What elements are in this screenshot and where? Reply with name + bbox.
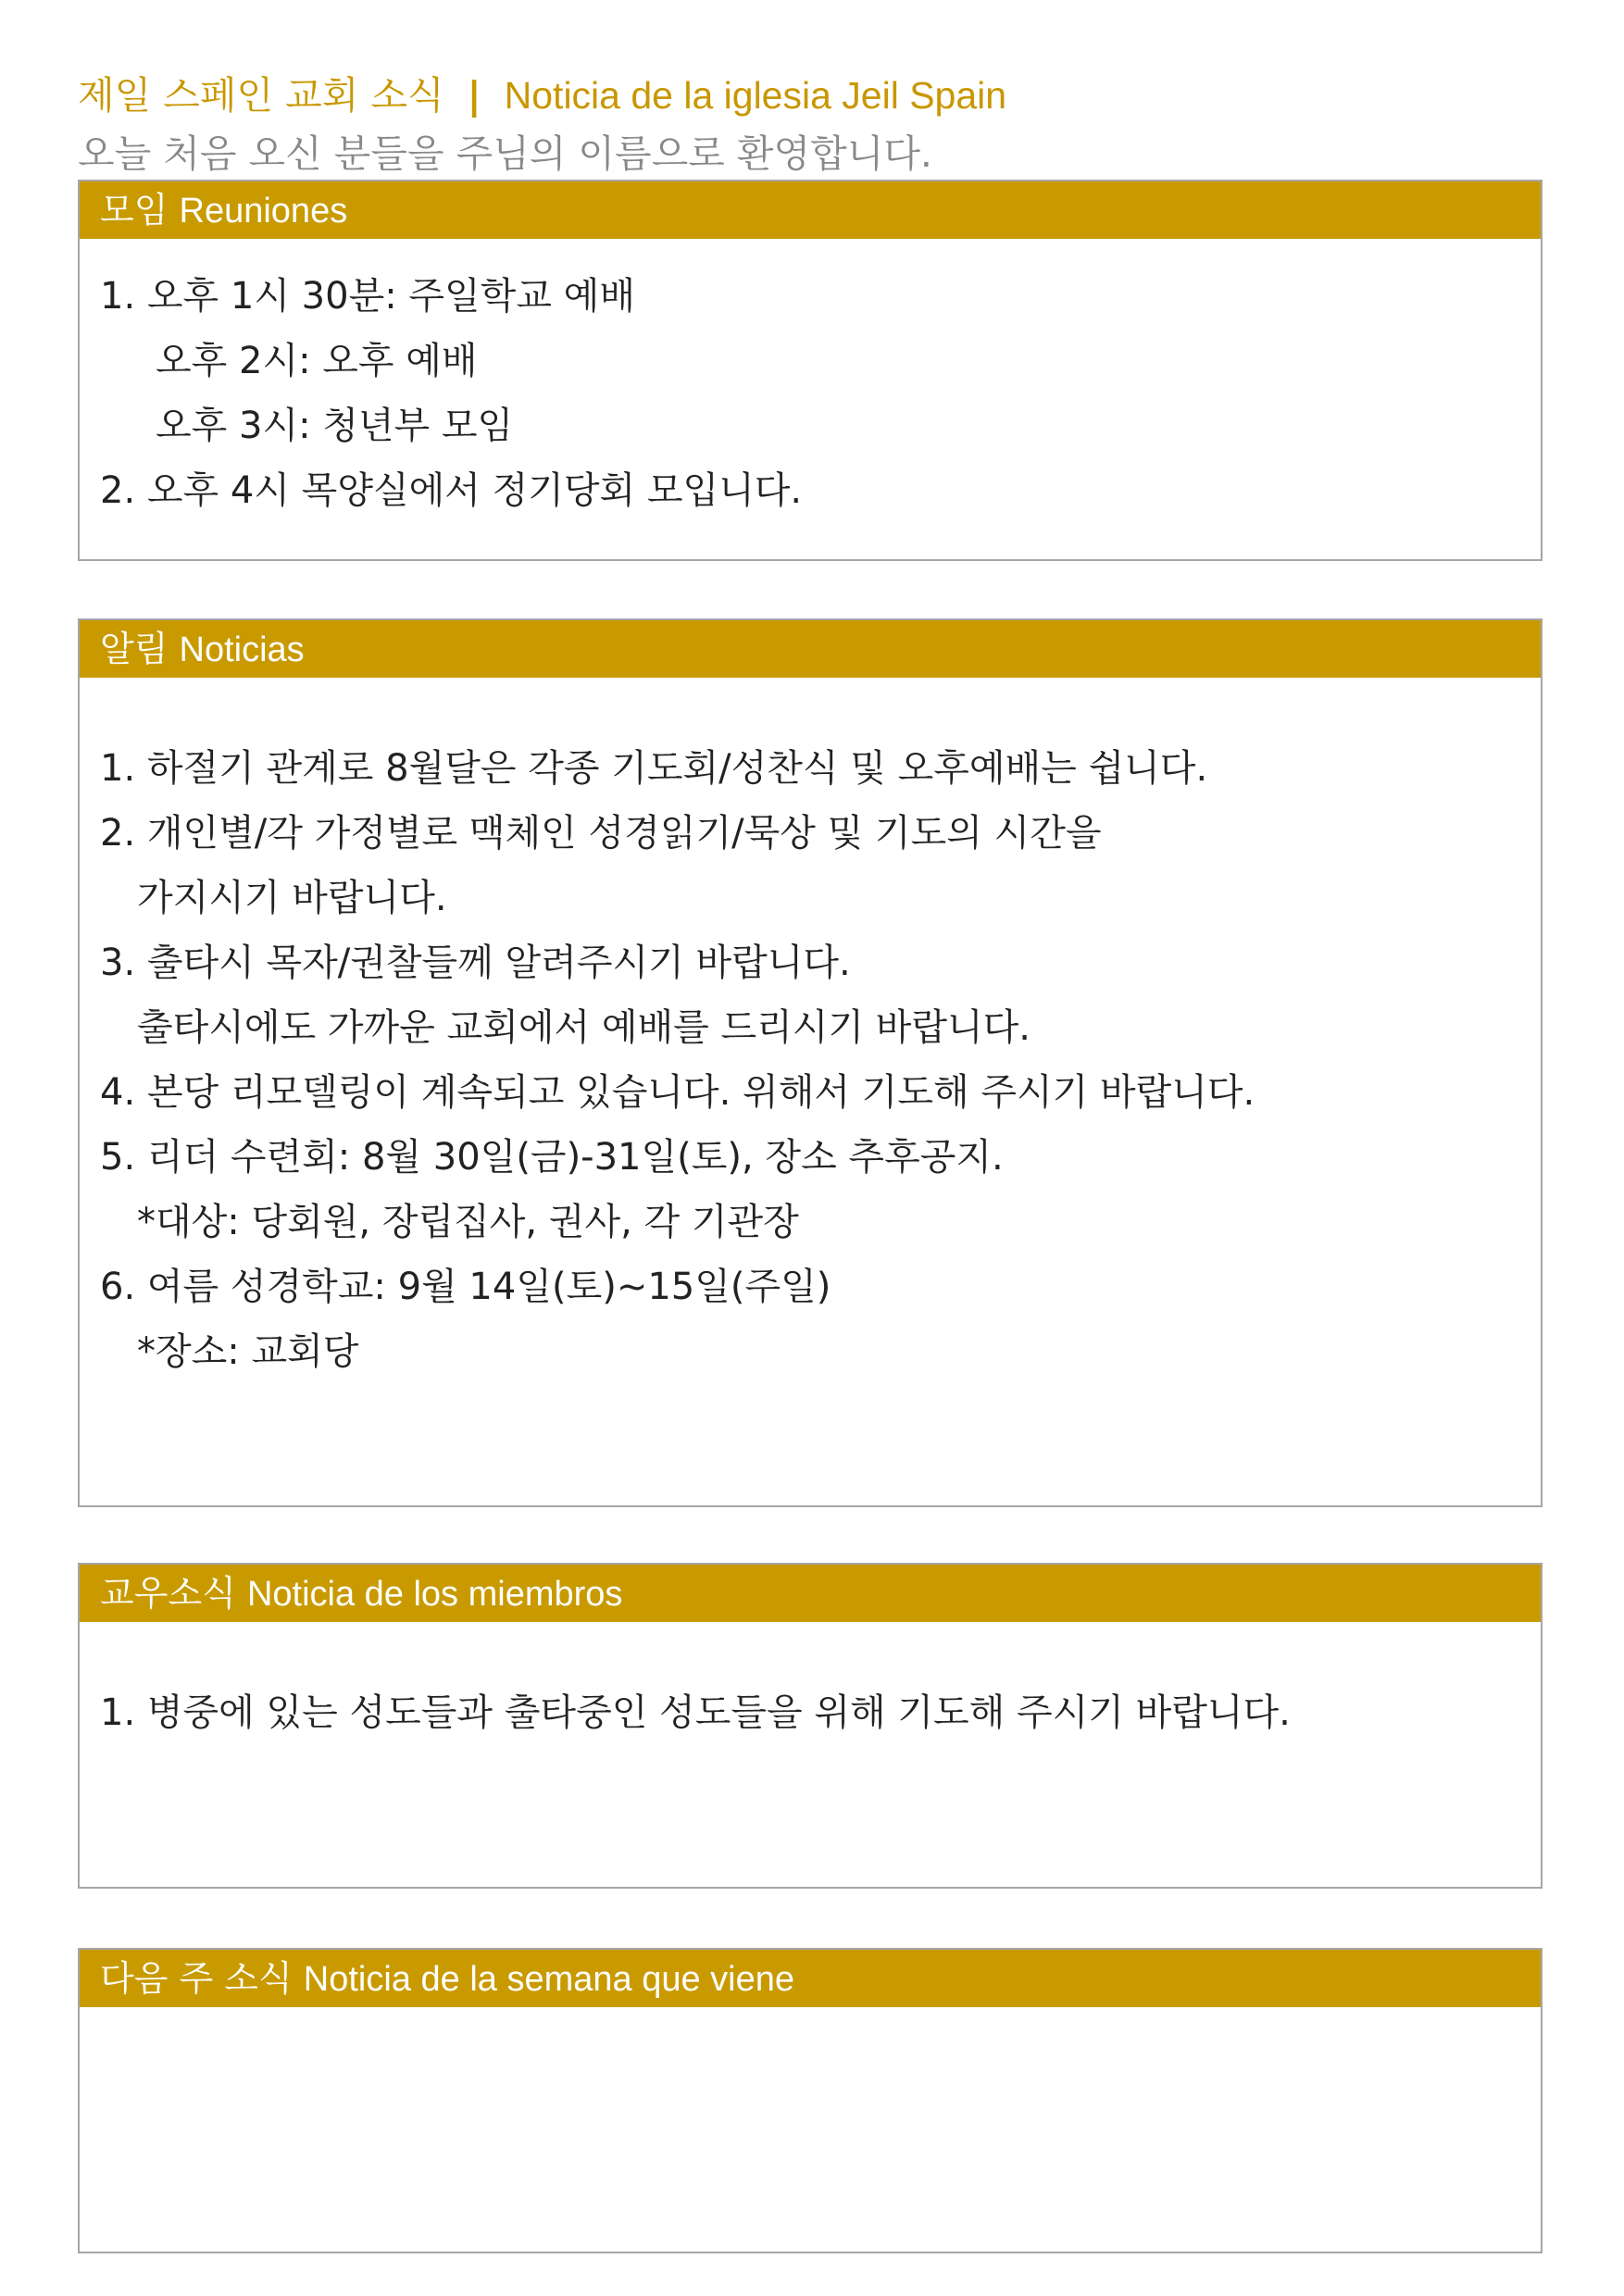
section-title-korean: 모임 (100, 190, 169, 231)
section-semana (78, 1948, 1543, 2253)
list-item: 3. 출타시 목자/권찰들께 알려주시기 바랍니다. (100, 942, 851, 984)
section-miembros (78, 1563, 1543, 1889)
title-spanish: Noticia de la iglesia Jeil Spain (504, 74, 1007, 117)
section-title-spanish: Noticias (179, 630, 305, 669)
section-title-spanish: Noticia de los miembros (246, 1575, 623, 1614)
welcome-message: 오늘 처음 오신 분들을 주님의 이름으로 환영합니다. (78, 131, 932, 176)
list-item: *대상: 당회원, 장립집사, 권사, 각 기관장 (137, 1201, 799, 1243)
section-reuniones (78, 180, 1543, 561)
section-title-korean: 알림 (100, 629, 169, 669)
section-title-korean: 교우소식 (100, 1573, 236, 1614)
list-item: 5. 리더 수련회: 8월 30일(금)-31일(토), 장소 추후공지. (100, 1136, 1004, 1179)
list-item: 6. 여름 성경학교: 9월 14일(토)~15일(주일) (100, 1266, 831, 1308)
list-item: 오후 2시: 오후 예배 (156, 340, 478, 382)
list-item: 가지시기 바랍니다. (137, 877, 447, 919)
list-item: 오후 3시: 청년부 모임 (156, 405, 514, 447)
section-noticias (78, 618, 1543, 1507)
section-title-spanish: Noticia de la semana que viene (303, 1960, 795, 1999)
section-title-korean: 다음 주 소식 (100, 1958, 293, 1999)
page-title (78, 65, 1006, 119)
list-item: 2. 오후 4시 목양실에서 정기당회 모입니다. (100, 469, 803, 512)
list-item: 4. 본당 리모델링이 계속되고 있습니다. 위해서 기도해 주시기 바랍니다. (100, 1071, 1255, 1114)
list-item: 1. 하절기 관계로 8월달은 각종 기도회/성찬식 및 오후예배는 쉽니다. (100, 747, 1208, 790)
list-item: 출타시에도 가까운 교회에서 예배를 드리시기 바랍니다. (137, 1006, 1031, 1049)
title-korean: 제일 스페인 교회 소식 (78, 73, 444, 118)
list-item: 2. 개인별/각 가정별로 맥체인 성경읽기/묵상 및 기도의 시간을 (100, 812, 1102, 855)
section-header (80, 181, 1541, 239)
section-header (80, 620, 1541, 678)
list-item: 1. 오후 1시 30분: 주일학교 예배 (100, 275, 635, 318)
section-header (80, 1950, 1541, 2007)
list-item: 1. 병중에 있는 성도들과 출타중인 성도들을 위해 기도해 주시기 바랍니다. (100, 1691, 1291, 1734)
title-separator: | (467, 73, 481, 118)
section-title-spanish: Reuniones (179, 192, 348, 231)
list-item: *장소: 교회당 (137, 1330, 359, 1373)
section-header (80, 1565, 1541, 1622)
